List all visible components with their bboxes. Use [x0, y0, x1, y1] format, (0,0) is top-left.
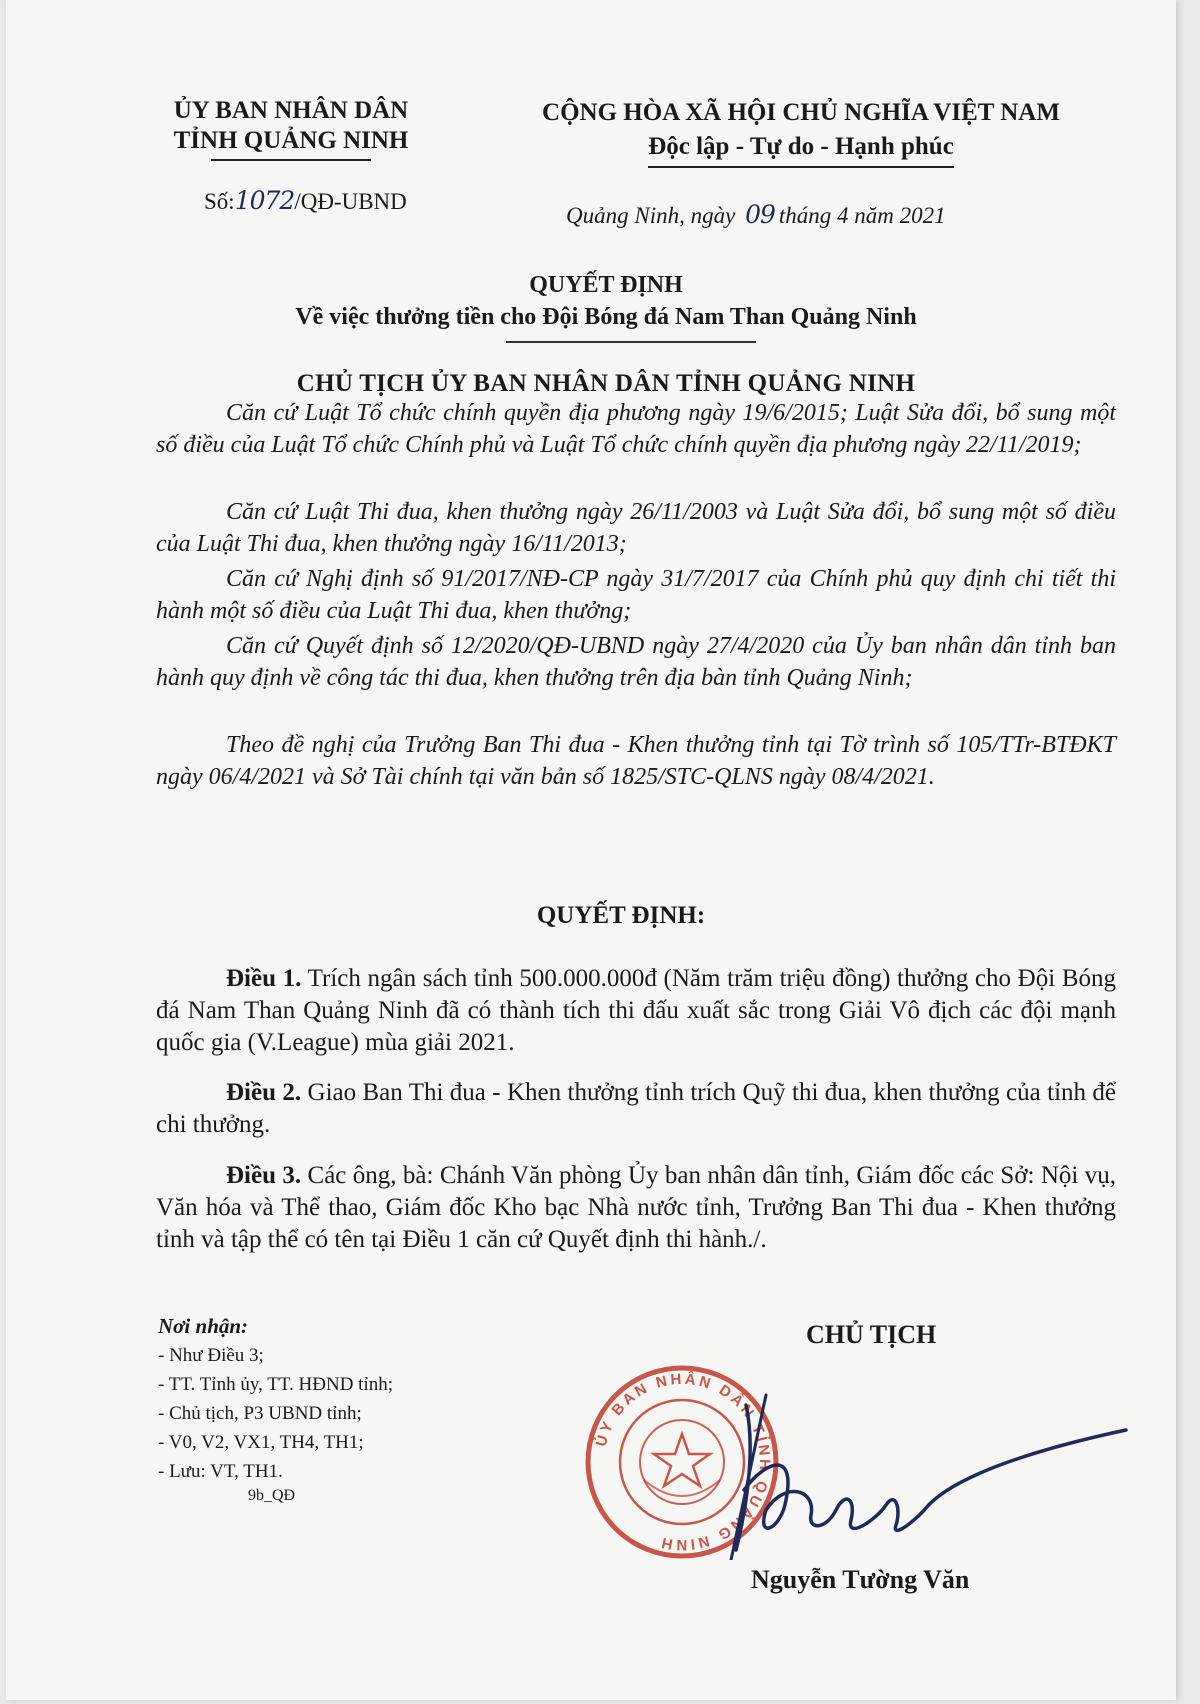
recipient-code: 9b_QĐ: [248, 1487, 296, 1504]
preamble-5: Theo đề nghị của Trưởng Ban Thi đua - Khen thưởng tỉnh tại Tờ trình số 105/TTr-BTĐKT ngày 06/4/2021 và Sở Tài chính tại văn bản số 1825/STC-QLNS ngày 08/4/2021.: [156, 732, 1116, 790]
issuing-authority-title: CHỦ TỊCH ỦY BAN NHÂN DÂN TỈNH QUẢNG NINH: [296, 370, 916, 397]
article-2-label: Điều 2.: [226, 1079, 302, 1106]
date-suffix: tháng 4 năm 2021: [778, 203, 946, 228]
date-prefix: Quảng Ninh, ngày: [566, 203, 736, 228]
handwritten-signature: [726, 1390, 1146, 1560]
org-line-1: ỦY BAN NHÂN DÂN: [173, 97, 409, 124]
national-header: [501, 96, 1101, 168]
article-2-text: Giao Ban Thi đua - Khen thưởng tỉnh trích Quỹ thi đua, khen thưởng của tỉnh để chi thưởng.: [156, 1079, 1116, 1138]
article-1-label: Điều 1.: [226, 965, 302, 992]
country-name: CỘNG HÒA XÃ HỘI CHỦ NGHĨA VIỆT NAM: [542, 99, 1060, 126]
preamble-1: Căn cứ Luật Tổ chức chính quyền địa phương ngày 19/6/2015; Luật Sửa đổi, bổ sung một số điều của Luật Tổ chức Chính phủ và Luật Tổ chức chính quyền địa phương ngày 22/11/2019;: [156, 400, 1116, 458]
signer-title: CHỦ TỊCH: [806, 1320, 937, 1349]
date-day-handwritten: 09: [745, 200, 775, 229]
document-number-prefix: Số:: [204, 189, 235, 214]
preamble-4: Căn cứ Quyết định số 12/2020/QĐ-UBND ngày 27/4/2020 của Ủy ban nhân dân tỉnh ban hành quy định về công tác thi đua, khen thưởng trên địa bàn tỉnh Quảng Ninh;: [156, 633, 1116, 691]
recipient-item: - Chủ tịch, P3 UBND tỉnh;: [158, 1403, 362, 1424]
article-3: [156, 1160, 1116, 1256]
preamble-3: Căn cứ Nghị định số 91/2017/NĐ-CP ngày 31/7/2017 của Chính phủ quy định chi tiết thi hành một số điều của Luật Thi đua, khen thưởng;: [156, 566, 1116, 624]
article-2: [156, 1077, 1116, 1141]
seal-text: ỦY BAN NHÂN DÂN TỈNH QUẢNG NINH: [592, 1370, 774, 1554]
recipient-item: - Như Điều 3;: [158, 1345, 264, 1366]
article-1-text: Trích ngân sách tỉnh 500.000.000đ (Năm trăm triệu đồng) thưởng cho Đội Bóng đá Nam Than Quảng Ninh đã có thành tích thi đấu xuất sắc trong Giải Vô địch các đội mạnh quốc gia (V.League) mùa giải 2021.: [156, 965, 1116, 1056]
decision-heading: QUYẾT ĐỊNH:: [536, 902, 706, 929]
preamble-2: Căn cứ Luật Thi đua, khen thưởng ngày 26/11/2003 và Luật Sửa đổi, bổ sung một số điều của Luật Thi đua, khen thưởng ngày 16/11/2013;: [156, 499, 1116, 557]
recipient-item: - V0, V2, VX1, TH4, TH1;: [158, 1432, 364, 1453]
article-3-text: Các ông, bà: Chánh Văn phòng Ủy ban nhân dân tỉnh, Giám đốc các Sở: Nội vụ, Văn hóa và Thể thao, Giám đốc Kho bạc Nhà nước tỉnh, Trưởng Ban Thi đua - Khen thưởng tỉnh và tập thể có tên tại Điều 1 căn cứ Quyết định thi hành./.: [156, 1162, 1116, 1253]
article-1: [156, 963, 1116, 1059]
org-line-2: TỈNH QUẢNG NINH: [173, 127, 409, 154]
document-page: [6, 0, 1176, 1700]
recipients-heading: Nơi nhận:: [158, 1314, 249, 1338]
subject-underline: [506, 341, 756, 343]
document-number-handwritten: 1072: [234, 186, 295, 215]
document-number: [204, 186, 407, 215]
document-number-suffix: /QĐ-UBND: [294, 189, 407, 214]
issuing-authority: [126, 96, 456, 161]
recipient-item: - TT. Tỉnh ủy, TT. HĐND tỉnh;: [158, 1374, 394, 1395]
document-type: QUYẾT ĐỊNH: [529, 272, 683, 298]
recipient-item: - Lưu: VT, TH1.: [158, 1461, 283, 1482]
signer-name: Nguyễn Tường Văn: [751, 1565, 970, 1594]
national-motto: Độc lập - Tự do - Hạnh phúc: [648, 130, 954, 168]
document-subject: Về việc thưởng tiền cho Đội Bóng đá Nam Than Quảng Ninh: [295, 304, 917, 330]
recipients-block: [158, 1312, 393, 1506]
issue-date: [566, 200, 946, 229]
org-underline: [211, 159, 371, 161]
article-3-label: Điều 3.: [226, 1162, 302, 1189]
